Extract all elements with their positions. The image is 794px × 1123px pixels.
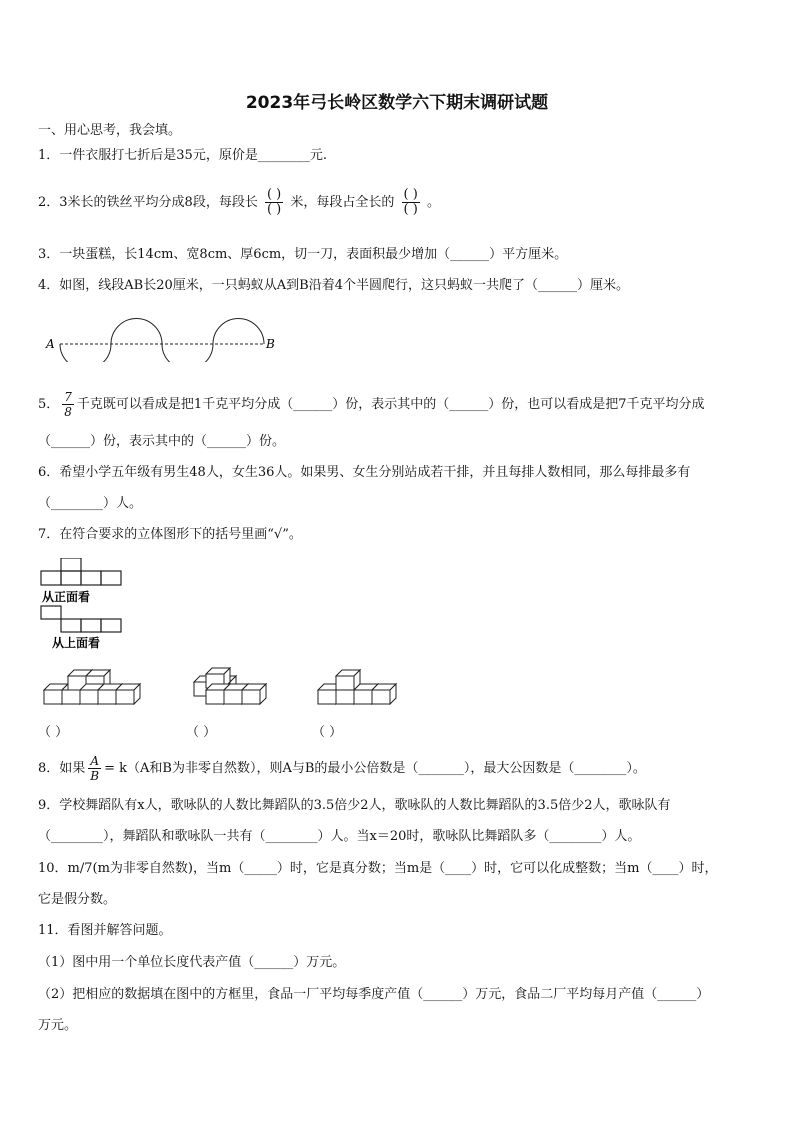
choice-bracket-2: （ ） [186, 725, 217, 740]
question-2 [38, 188, 758, 218]
fraction-denominator: ( ) [266, 202, 282, 217]
question-3: 3．一块蛋糕，长14cm、宽8cm、厚6cm，切一刀，表面积最少增加（______）平方厘米。 [38, 247, 568, 262]
semicircle-arcs [60, 319, 264, 363]
front-view-shape [41, 558, 121, 585]
three-view-figure [38, 558, 158, 650]
fraction-denominator: B [90, 769, 100, 783]
fraction-numerator: ( ) [403, 187, 418, 202]
question-11-part-2-line-2: 万元。 [38, 1018, 78, 1033]
choice-bracket-3: （ ） [312, 725, 343, 740]
question-1: 1．一件衣服打七折后是35元，原价是________元. [38, 148, 327, 163]
question-11: 11．看图并解答问题。 [38, 923, 172, 938]
top-view-label: 从上面看 [52, 636, 101, 650]
question-5-line-2: （______）份，表示其中的（______）份。 [38, 434, 286, 449]
question-2-text-mid: 米，每段占全长的 [290, 195, 395, 210]
question-6-line-1: 6．希望小学五年级有男生48人，女生36人。如果男、女生分别站成若干排，并且每排人数相同，那么每排最多有 [38, 465, 691, 480]
front-view-label: 从正面看 [42, 590, 91, 604]
question-9-line-1: 9．学校舞蹈队有x人，歌咏队的人数比舞蹈队的3.5倍少2人，歌咏队的人数比舞蹈队的3.5倍少2人，歌咏队有 [38, 798, 671, 813]
question-10-line-1: 10．m/7(m为非零自然数)，当m（_____）时，它是真分数；当m是（____）时，它可以化成整数；当m（____）时， [38, 861, 718, 876]
point-a-label: A [46, 337, 55, 351]
solid-option-3 [318, 670, 396, 704]
question-8-text-pre: 8．如果 [38, 761, 86, 776]
point-b-label: B [266, 337, 275, 351]
fraction-numerator: 7 [64, 390, 72, 404]
question-5-number: 5． [38, 397, 60, 412]
section-heading: 一、用心思考，我会填。 [38, 123, 182, 138]
question-11-part-2-line-1: （2）把相应的数据填在图中的方框里，食品一厂平均每季度产值（______）万元，食品二厂平均每月产值（______） [38, 987, 710, 1002]
question-7: 7．在符合要求的立体图形下的括号里画“√”。 [38, 527, 302, 542]
question-5-text: 千克既可以看成是把1千克平均分成（______）份，表示其中的（______）份，也可以看成是把7千克平均分成 [76, 397, 705, 412]
question-5-line-1 [38, 388, 758, 422]
fraction-denominator: 8 [64, 405, 72, 419]
question-8 [38, 752, 758, 786]
question-6-line-2: （________）人。 [38, 496, 143, 511]
question-2-text-post: 。 [426, 195, 440, 210]
question-4: 4．如图，线段AB长20厘米，一只蚂蚁从A到B沿着4个半圆爬行，这只蚂蚁一共爬了（______）厘米。 [38, 278, 629, 293]
question-9-line-2: （________），舞蹈队和歌咏队一共有（________）人。当x＝20时，歌咏队比舞蹈队多（________）人。 [38, 829, 641, 844]
fraction-7-8 [62, 390, 74, 419]
fraction-numerator: ( ) [266, 187, 282, 202]
page-title: 2023年弓长岭区数学六下期末调研试题 [245, 93, 549, 113]
fraction-numerator: A [90, 754, 100, 768]
fraction-blank-2 [402, 188, 420, 217]
semicircle-path-figure [40, 312, 290, 362]
question-10-line-2: 它是假分数。 [38, 892, 117, 907]
question-2-text-pre: 2．3米长的铁丝平均分成8段，每段长 [38, 195, 258, 210]
question-8-text-post: = k（A和B为非零自然数），则A与B的最小公倍数是（_______），最大公因数是（________）。 [104, 761, 646, 776]
top-view-shape [41, 606, 121, 632]
solid-option-1 [44, 670, 140, 704]
solid-option-2 [194, 668, 266, 704]
choice-bracket-1: （ ） [38, 725, 69, 740]
question-11-part-1: （1）图中用一个单位长度代表产值（______）万元。 [38, 955, 346, 970]
fraction-denominator: ( ) [403, 202, 418, 217]
fraction-a-b [88, 754, 101, 783]
fraction-blank-1 [265, 188, 283, 217]
cube-solids-figure [38, 664, 418, 710]
